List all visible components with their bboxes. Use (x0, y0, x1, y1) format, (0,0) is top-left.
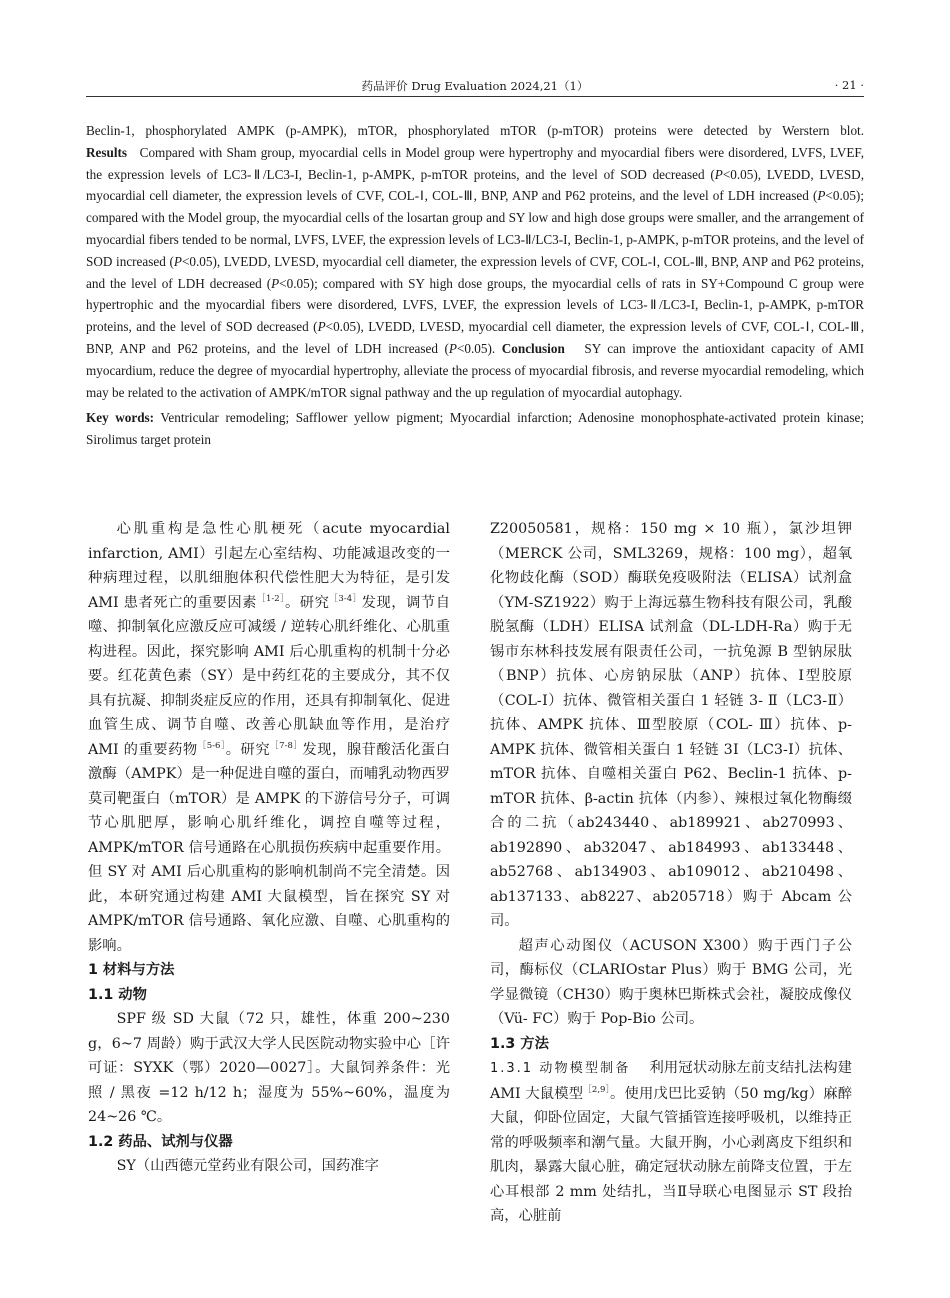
p-value-symbol: P (271, 275, 280, 291)
paragraph-text: 。研究 (284, 594, 330, 611)
p-value-symbol: P (317, 319, 326, 335)
conclusion-label: Conclusion (501, 340, 565, 356)
citation: ［7-8］ (270, 740, 303, 751)
conclusion-text: SY can improve the antioxidant capacity of AMI myocardium, reduce the degree of myocardial hypertrophy, alleviate the process of myocardial fibrosis, and reverse myocardial remodeling, which may be related to the activation of AMPK/mTOR signal pathway and the up regulation of myocardial autophagy. (86, 340, 865, 400)
right-column (490, 517, 852, 1229)
section-heading: 1 材料与方法 (88, 962, 175, 978)
citation: ［2,9］ (583, 1084, 611, 1095)
results-text: Compared with Sham group, myocardial cells in Model group were hypertrophy and myocardial fibers were disordered, LVFS, LVEF, the expression levels of LC3-Ⅱ/LC3-I, Beclin-1, p-AMPK, p-mTOR proteins, and the level of SOD decreased ( (86, 144, 865, 182)
animals-paragraph: SPF 级 SD 大鼠（72 只，雄性，体重 200~230 g，6~7 周龄）购于武汉大学人民医院动物实验中心［许可证：SYXK（鄂）2020—0027］。大鼠饲养条件：光照 / 黑夜 =12 h/12 h；湿度为 55%~60%，温度为 24~26 ℃。 (88, 1011, 450, 1125)
subsection-heading: 1.2 药品、试剂与仪器 (88, 1133, 233, 1150)
left-column (88, 517, 450, 1179)
paragraph-text: 利用冠状动脉左前支结扎法构建 AMI 大鼠模型 (490, 1060, 852, 1102)
paragraph-text: 心肌重构是急性心肌梗死（acute myocardial infarction, AMI）引起左心室结构、功能减退改变的一种病理过程，以肌细胞体积代偿性肥大为特征，是引发 AMI 患者死亡的重要因素 (88, 521, 450, 611)
paragraph-text: 发现，腺苷酸活化蛋白激酶（AMPK）是一种促进自噬的蛋白，而哺乳动物西罗莫司靶蛋白（mTOR）是 AMPK 的下游信号分子，可调节心肌肥厚，影响心肌纤维化，调控自噬等过程，AMPK/mTOR 信号通路在心肌损伤疾病中起重要作用。但 SY 对 AMI 后心肌重构的影响机制尚不完全清楚。因此，本研究通过构建 AMI 大鼠模型，旨在探究 SY 对 AMPK/mTOR 信号通路、氧化应激、自噬、心肌重构的影响。 (88, 741, 450, 954)
results-text: <0.05), LVEDD, LVESD, myocardial cell diameter, the expression levels of CVF, COL-Ⅰ, COL-Ⅲ, BNP, ANP and P62 proteins, and the level of LDH increased ( (86, 166, 864, 204)
running-header (86, 74, 864, 97)
subsection-heading: 1.3 方法 (490, 1035, 549, 1052)
results-label: Results (86, 144, 128, 160)
abstract-body (86, 120, 864, 403)
abstract-intro: Beclin-1, phosphorylated AMPK (p-AMPK), mTOR, phosphorylated mTOR (p-mTOR) proteins were detected by Werstern blot. (86, 123, 864, 138)
instruments-paragraph: 超声心动图仪（ACUSON X300）购于西门子公司，酶标仪（CLARIOstar Plus）购于 BMG 公司，光学显微镜（CH30）购于奥林巴斯株式会社，凝胶成像仪（Vü- FC）购于 Pop-Bio 公司。 (490, 937, 852, 1027)
citation: ［1-2］ (256, 593, 285, 604)
keywords-text: Ventricular remodeling; Safflower yellow pigment; Myocardial infarction; Adenosine monophosphate-activated protein kinase; Sirolimus target protein (86, 410, 864, 448)
keywords (86, 407, 864, 451)
model-paragraph (490, 1056, 852, 1229)
results-text: <0.05). (456, 340, 496, 356)
intro-paragraph (88, 517, 450, 958)
results-text: <0.05); compared with the Model group, the myocardial cells of the losartan group and SY low and high dose groups were smaller, and the arrangement of myocardial fibers tended to be normal, LVFS, LVEF, the expression levels of LC3-Ⅱ/LC3-I, Beclin-1, p-AMPK, p-mTOR proteins, and the level of SOD increased ( (86, 188, 864, 269)
results-text: <0.05); compared with SY high dose groups, the myocardial cells of rats in SY+Compound C group were hypertrophic and the myocardial fibers were disordered, LVFS, LVEF, the expression levels of LC3-Ⅱ/LC3-I, Beclin-1, p-AMPK, p-mTOR proteins, and the level of SOD decreased ( (86, 275, 864, 335)
p-value-symbol: P (173, 253, 182, 269)
journal-title: 药品评价 Drug Evaluation 2024,21（1） (361, 79, 589, 93)
drugs-paragraph: SY（山西德元堂药业有限公司，国药准字 (116, 1158, 379, 1174)
keywords-label: Key words: (86, 410, 155, 426)
subsection-heading: 1.1 动物 (88, 986, 147, 1003)
results-text: <0.05), LVEDD, LVESD, myocardial cell diameter, the expression levels of CVF, COL-Ⅰ, COL-Ⅲ, BNP, ANP and P62 proteins, and the level of LDH increased ( (86, 319, 864, 356)
subsubsection-heading: 1.3.1 动物模型制备 (490, 1061, 631, 1076)
p-value-symbol: P (817, 188, 826, 204)
english-abstract (86, 120, 864, 451)
paragraph-text: 发现，调节自噬、抑制氧化应激反应可减缓 / 逆转心肌纤维化、心肌重构进程。因此，探究影响 AMI 后心肌重构的机制十分必要。红花黄色素（SY）是中药红花的主要成分，其不仅具有抗凝、抑制炎症反应的作用，还具有抑制氧化、促进血管生成、调节自噬、改善心肌缺血等作用，是治疗 AMI 的重要药物 (88, 594, 450, 758)
page-number: · 21 · (834, 78, 864, 92)
reagents-paragraph: Z20050581，规格：150 mg × 10 瓶），氯沙坦钾（MERCK 公司，SML3269，规格：100 mg），超氧化物歧化酶（SOD）酶联免疫吸附法（ELISA）试剂盒（YM-SZ1922）购于上海远慕生物科技有限公司，乳酸脱氢酶（LDH）ELISA 试剂盒（DL-LDH-Ra）购于无锡市东林科技发展有限责任公司，一抗兔源 B 型钠尿肽（BNP）抗体、心房钠尿肽（ANP）抗体、Ⅰ型胶原（COL-Ⅰ）抗体、微管相关蛋白 1 轻链 3- Ⅱ（LC3-Ⅱ）抗体、AMPK 抗体、Ⅲ型胶原（COL- Ⅲ）抗体、p-AMPK 抗体、微管相关蛋白 1 轻链 3Ⅰ（LC3-Ⅰ）抗体、mTOR 抗体、自噬相关蛋白 P62、Beclin-1 抗体、p-mTOR 抗体、β-actin 抗体（内参）、辣根过氧化物酶缀合的二抗（ab243440、ab189921、ab270993、ab192890、ab32047、ab184993、ab133448、ab52768、ab134903、ab109012、ab210498、ab137133、ab8227、ab205718）购于 Abcam 公司。 (490, 521, 852, 929)
paragraph-text: 。使用戊巴比妥钠（50 mg/kg）麻醉大鼠，仰卧位固定，大鼠气管插管连接呼吸机，以维持正常的呼吸频率和潮气量。大鼠开胸，小心剥离皮下组织和肌肉，暴露大鼠心脏，确定冠状动脉左前降支位置，于左心耳根部 2 mm 处结扎，当Ⅱ导联心电图显示 ST 段抬高，心脏前 (490, 1085, 852, 1224)
paragraph-text: 。研究 (225, 741, 271, 758)
p-value-symbol: P (714, 166, 723, 182)
p-value-symbol: P (448, 340, 457, 356)
results-text: <0.05), LVEDD, LVESD, myocardial cell diameter, the expression levels of CVF, COL-Ⅰ, COL-Ⅲ, BNP, ANP and P62 proteins, and the level of LDH decreased ( (86, 253, 865, 291)
citation: ［3-4］ (329, 593, 362, 604)
citation: ［5-6］ (197, 740, 226, 751)
